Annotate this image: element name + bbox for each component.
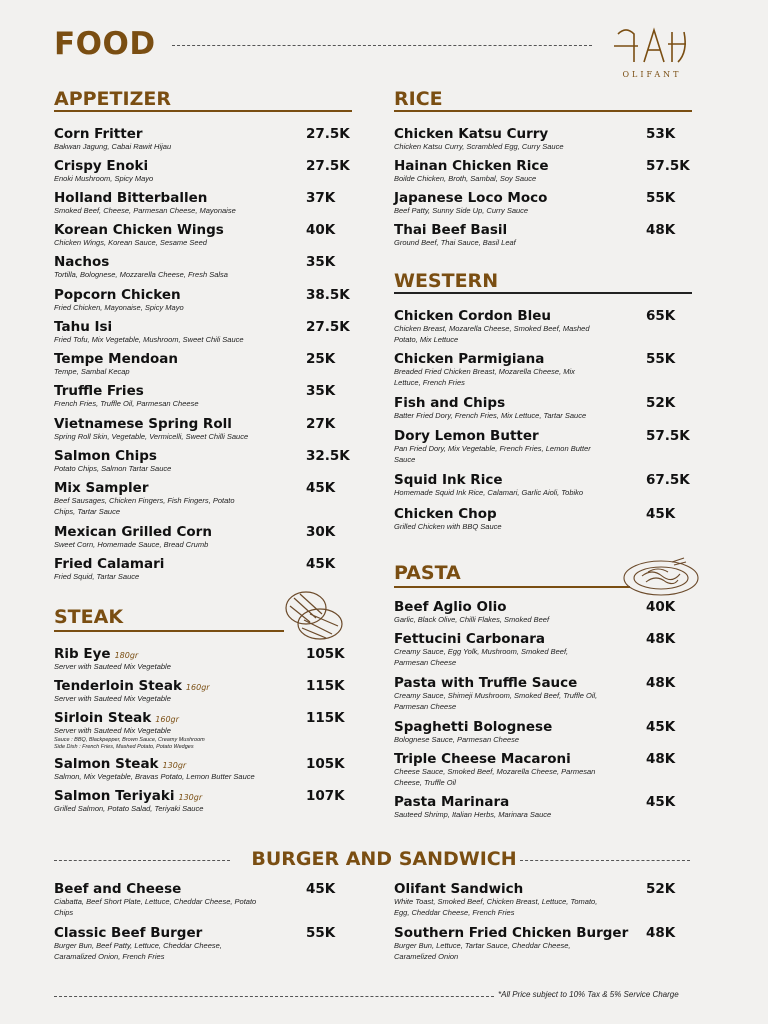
- menu-item-description: Burger Bun, Lettuce, Tartar Sauce, Cheddar Cheese,: [394, 941, 571, 950]
- menu-item-name-text: Nachos: [54, 254, 110, 270]
- menu-item-description: French Fries, Truffle Oil, Parmesan Cheese: [54, 399, 199, 408]
- menu-item-name: [394, 222, 642, 238]
- menu-item-weight: 130gr: [178, 793, 203, 802]
- menu-item-name: [394, 158, 642, 174]
- menu-item-price: 27.5K: [306, 319, 350, 335]
- menu-item-price: 45K: [646, 719, 676, 735]
- menu-item-price: 52K: [646, 395, 676, 411]
- menu-item-weight: 180gr: [114, 651, 139, 660]
- menu-item: [54, 126, 302, 153]
- menu-item-price: 52K: [646, 881, 676, 897]
- menu-item-name-text: Squid Ink Rice: [394, 472, 503, 488]
- menu-item-price: 27.5K: [306, 126, 350, 142]
- menu-item: [54, 319, 302, 346]
- menu-item-name-text: Triple Cheese Macaroni: [394, 751, 571, 767]
- menu-item-description: Garlic, Black Olive, Chilli Flakes, Smoked Beef: [394, 615, 550, 624]
- menu-item-description: Sauteed Shrimp, Italian Herbs, Marinara Sauce: [394, 810, 552, 819]
- menu-item-price: 35K: [306, 254, 336, 270]
- menu-item-price: 53K: [646, 126, 676, 142]
- appetizer-section-rule: [54, 110, 352, 112]
- menu-item-price: 57.5K: [646, 158, 690, 174]
- menu-item-description: Pan Fried Dory, Mix Vegetable, French Fries, Lemon Butter: [394, 444, 591, 453]
- menu-item-price: 38.5K: [306, 287, 350, 303]
- menu-item-description: Grilled Salmon, Potato Salad, Teriyaki Sauce: [54, 804, 204, 813]
- menu-item-name: [54, 556, 302, 572]
- price-footnote: *All Price subject to 10% Tax & 5% Service Charge: [498, 990, 679, 999]
- menu-item: [394, 631, 642, 668]
- menu-item-price: 40K: [646, 599, 676, 615]
- menu-item: [54, 881, 302, 918]
- menu-item-name-text: Vietnamese Spring Roll: [54, 416, 232, 432]
- menu-item-name-text: Tempe Mendoan: [54, 351, 179, 367]
- menu-item-name: [54, 383, 302, 399]
- menu-item: [394, 126, 642, 153]
- menu-item-name: [54, 881, 302, 897]
- menu-item-name: [394, 351, 642, 367]
- menu-item: [394, 794, 642, 821]
- menu-item-name-text: Chicken Parmigiana: [394, 351, 545, 367]
- menu-item-name: [394, 925, 642, 941]
- menu-item: [54, 925, 302, 962]
- menu-item: [54, 351, 302, 378]
- menu-item-name: [394, 395, 642, 411]
- menu-item-name: [54, 351, 302, 367]
- menu-item: [54, 678, 302, 705]
- menu-item-name: [54, 710, 302, 726]
- menu-item-name-text: Pasta Marinara: [394, 794, 510, 810]
- menu-item-name: [394, 599, 642, 615]
- pasta-section-title: PASTA: [394, 562, 461, 584]
- menu-item-price: 115K: [306, 710, 345, 726]
- menu-item-description: Beef Sausages, Chicken Fingers, Fish Fingers, Potato: [54, 496, 235, 505]
- menu-item: [54, 788, 302, 815]
- menu-item-description: Bolognese Sauce, Parmesan Cheese: [394, 735, 520, 744]
- menu-item-name: [394, 631, 642, 647]
- menu-item-description: Salmon, Mix Vegetable, Bravas Potato, Lemon Butter Sauce: [54, 772, 255, 781]
- rice-section-title: RICE: [394, 88, 443, 110]
- pasta-section-rule: [394, 586, 630, 588]
- menu-item-name: [394, 506, 642, 522]
- menu-item-description: Homemade Squid Ink Rice, Calamari, Garlic Aioli, Tobiko: [394, 488, 584, 497]
- menu-item-name-text: Mexican Grilled Corn: [54, 524, 212, 540]
- menu-item: [54, 158, 302, 185]
- header-divider: [172, 45, 592, 46]
- menu-item-description: Sweet Corn, Homemade Sauce, Bread Crumb: [54, 540, 209, 549]
- menu-item-name: [394, 428, 642, 444]
- menu-item-price: 48K: [646, 925, 676, 941]
- menu-item-note: Side Dish : French Fries, Mashed Potato, Potato Wedges: [54, 743, 194, 750]
- menu-item-name-text: Holland Bitterballen: [54, 190, 208, 206]
- western-section-title: WESTERN: [394, 270, 499, 292]
- menu-item-name: [54, 190, 302, 206]
- menu-item-name-text: Classic Beef Burger: [54, 925, 203, 941]
- menu-item: [394, 599, 642, 626]
- menu-item-name-text: Crispy Enoki: [54, 158, 149, 174]
- menu-item: [394, 428, 642, 465]
- menu-item-name-text: Olifant Sandwich: [394, 881, 524, 897]
- menu-item-description: Server with Sauteed Mix Vegetable: [54, 694, 171, 703]
- menu-item-price: 45K: [306, 556, 336, 572]
- menu-item-name: [54, 287, 302, 303]
- menu-item-price: 107K: [306, 788, 345, 804]
- menu-item-description-cont: Chips, Tartar Sauce: [54, 506, 121, 516]
- steak-section-rule: [54, 630, 284, 632]
- menu-item-name: [54, 222, 302, 238]
- menu-item-name-text: Beef Aglio Olio: [394, 599, 507, 615]
- western-section-rule: [394, 292, 692, 294]
- menu-item-price: 45K: [646, 794, 676, 810]
- menu-item-price: 105K: [306, 646, 345, 662]
- menu-item-description: Spring Roll Skin, Vegetable, Vermicelli, Sweet Chilli Sauce: [54, 432, 249, 441]
- menu-item-price: 45K: [646, 506, 676, 522]
- menu-item-description-cont: Lettuce, French Fries: [394, 377, 465, 387]
- menu-item-name-text: Beef and Cheese: [54, 881, 182, 897]
- menu-item-price: 30K: [306, 524, 336, 540]
- menu-item: [54, 480, 302, 517]
- menu-item-name-text: Pasta with Truffle Sauce: [394, 675, 578, 691]
- menu-item-price: 27K: [306, 416, 336, 432]
- menu-item-name-text: Korean Chicken Wings: [54, 222, 224, 238]
- menu-item-description-cont: Caramelized Onion: [394, 951, 459, 961]
- menu-item-name: [54, 524, 302, 540]
- menu-item-price: 57.5K: [646, 428, 690, 444]
- menu-item: [54, 287, 302, 314]
- burger-section-title: BURGER AND SANDWICH: [251, 848, 517, 870]
- menu-item-description: Chicken Katsu Curry, Scrambled Egg, Curry Sauce: [394, 142, 564, 151]
- menu-item-description: Ground Beef, Thai Sauce, Basil Leaf: [394, 238, 516, 247]
- menu-item-description-cont: Caramalized Onion, French Fries: [54, 951, 165, 961]
- menu-item: [54, 383, 302, 410]
- menu-item-description: Server with Sauteed Mix Vegetable: [54, 662, 171, 671]
- menu-item-description-cont: Cheese, Truffle Oil: [394, 777, 456, 787]
- menu-item-description: Creamy Sauce, Egg Yolk, Mushroom, Smoked Beef,: [394, 647, 569, 656]
- menu-item: [394, 472, 642, 499]
- menu-item-description: Burger Bun, Beef Patty, Lettuce, Cheddar Cheese,: [54, 941, 222, 950]
- menu-item-name-text: Japanese Loco Moco: [394, 190, 548, 206]
- menu-item: [394, 925, 642, 962]
- menu-item-name: [54, 158, 302, 174]
- menu-item-name: [394, 308, 642, 324]
- menu-item-description-cont: Parmesan Cheese: [394, 701, 457, 711]
- menu-item: [54, 710, 302, 751]
- rice-section-rule: [394, 110, 692, 112]
- menu-item-name-text: Spaghetti Bolognese: [394, 719, 553, 735]
- menu-item-name: [54, 788, 302, 804]
- menu-item-name-text: Truffle Fries: [54, 383, 144, 399]
- menu-item-name: [54, 925, 302, 941]
- menu-item-price: 55K: [646, 190, 676, 206]
- menu-item-description: Creamy Sauce, Shimeji Mushroom, Smoked Beef, Truffle Oil,: [394, 691, 598, 700]
- menu-item-description: Chicken Wings, Korean Sauce, Sesame Seed: [54, 238, 207, 247]
- menu-item-description: Ciabatta, Beef Short Plate, Lettuce, Cheddar Cheese, Potato: [54, 897, 257, 906]
- menu-item-name: [54, 254, 302, 270]
- burger-divider-left: [54, 860, 230, 861]
- burger-divider-right: [520, 860, 690, 861]
- menu-item-name-text: Popcorn Chicken: [54, 287, 181, 303]
- menu-item-description: Smoked Beef, Cheese, Parmesan Cheese, Mayonaise: [54, 206, 236, 215]
- menu-item-price: 48K: [646, 222, 676, 238]
- menu-item-name: [54, 678, 302, 694]
- menu-item-name: [54, 319, 302, 335]
- menu-item-description-cont: Potato, Mix Lettuce: [394, 334, 459, 344]
- menu-item-price: 67.5K: [646, 472, 690, 488]
- menu-item-description-cont: Parmesan Cheese: [394, 657, 457, 667]
- menu-item-description: Boilde Chicken, Broth, Sambal, Soy Sauce: [394, 174, 537, 183]
- menu-item-name: [54, 448, 302, 464]
- menu-item-name-text: Tenderloin Steak: [54, 678, 182, 694]
- menu-item-name-text: Rib Eye: [54, 646, 111, 662]
- menu-item-description: Server with Sauteed Mix Vegetable: [54, 726, 171, 735]
- footer-divider: [54, 996, 494, 997]
- menu-item-name-text: Sirloin Steak: [54, 710, 152, 726]
- menu-item-description: Fried Chicken, Mayonaise, Spicy Mayo: [54, 303, 184, 312]
- menu-item-price: 45K: [306, 480, 336, 496]
- menu-item-name-text: Fish and Chips: [394, 395, 506, 411]
- menu-item-price: 48K: [646, 675, 676, 691]
- menu-item-name: [54, 646, 302, 662]
- menu-item-name: [54, 756, 302, 772]
- menu-item-weight: 130gr: [162, 761, 187, 770]
- menu-item-price: 48K: [646, 751, 676, 767]
- menu-item: [54, 416, 302, 443]
- menu-item: [394, 158, 642, 185]
- menu-item-price: 37K: [306, 190, 336, 206]
- menu-item-description: Tortilla, Bolognese, Mozzarella Cheese, Fresh Salsa: [54, 270, 228, 279]
- menu-item-price: 105K: [306, 756, 345, 772]
- menu-item-description: Potato Chips, Salmon Tartar Sauce: [54, 464, 172, 473]
- menu-item-price: 55K: [646, 351, 676, 367]
- menu-item: [54, 190, 302, 217]
- menu-item-description: Batter Fried Dory, French Fries, Mix Lettuce, Tartar Sauce: [394, 411, 587, 420]
- menu-item-name-text: Fried Calamari: [54, 556, 165, 572]
- menu-item-description-cont: Sauce: [394, 454, 416, 464]
- menu-item-name-text: Chicken Katsu Curry: [394, 126, 549, 142]
- steak-section-title: STEAK: [54, 606, 124, 628]
- menu-item: [394, 395, 642, 422]
- menu-item-name-text: Thai Beef Basil: [394, 222, 508, 238]
- page-title: FOOD: [54, 26, 156, 62]
- menu-item-name: [394, 751, 642, 767]
- menu-item: [54, 556, 302, 583]
- menu-item-name-text: Fettucini Carbonara: [394, 631, 546, 647]
- menu-item: [394, 881, 642, 918]
- menu-item-price: 32.5K: [306, 448, 350, 464]
- menu-item-name-text: Mix Sampler: [54, 480, 149, 496]
- menu-item-name-text: Tahu Isi: [54, 319, 113, 335]
- menu-item-description-cont: Chips: [54, 907, 74, 917]
- menu-item: [54, 646, 302, 673]
- menu-item-name: [394, 190, 642, 206]
- menu-item: [54, 448, 302, 475]
- menu-item-description: Chicken Breast, Mozarella Cheese, Smoked Beef, Mashed: [394, 324, 590, 333]
- menu-item-name: [54, 126, 302, 142]
- menu-item-name: [394, 472, 642, 488]
- menu-item-price: 55K: [306, 925, 336, 941]
- menu-item: [54, 254, 302, 281]
- menu-item-name-text: Hainan Chicken Rice: [394, 158, 549, 174]
- menu-item-price: 35K: [306, 383, 336, 399]
- menu-item-weight: 160gr: [185, 683, 210, 692]
- menu-item-name: [394, 126, 642, 142]
- menu-item-name-text: Salmon Chips: [54, 448, 157, 464]
- menu-item-name: [394, 881, 642, 897]
- menu-item-name: [394, 794, 642, 810]
- menu-item-price: 27.5K: [306, 158, 350, 174]
- menu-item: [394, 308, 642, 345]
- menu-item-description: Tempe, Sambal Kecap: [54, 367, 130, 376]
- pasta-plate-illustration-icon: [622, 556, 700, 598]
- menu-item-name-text: Chicken Chop: [394, 506, 497, 522]
- menu-item-description: Cheese Sauce, Smoked Beef, Mozarella Cheese, Parmesan: [394, 767, 596, 776]
- menu-item: [394, 751, 642, 788]
- menu-item: [394, 719, 642, 746]
- menu-item-name-text: Southern Fried Chicken Burger: [394, 925, 629, 941]
- menu-item: [394, 190, 642, 217]
- menu-item: [394, 675, 642, 712]
- menu-item-description: Enoki Mushroom, Spicy Mayo: [54, 174, 154, 183]
- menu-item-description: Bakwan Jagung, Cabai Rawit Hijau: [54, 142, 172, 151]
- menu-item-name-text: Chicken Cordon Bleu: [394, 308, 552, 324]
- menu-item-name: [54, 480, 302, 496]
- menu-item-description: White Toast, Smoked Beef, Chicken Breast, Lettuce, Tomato,: [394, 897, 598, 906]
- menu-item-description-cont: Egg, Cheddar Cheese, French Fries: [394, 907, 515, 917]
- menu-item-description: Grilled Chicken with BBQ Sauce: [394, 522, 502, 531]
- menu-item: [394, 222, 642, 249]
- menu-item-weight: 160gr: [155, 715, 179, 724]
- menu-item-name: [394, 719, 642, 735]
- menu-item-name-text: Salmon Teriyaki: [54, 788, 175, 804]
- menu-item-description: Fried Squid, Tartar Sauce: [54, 572, 140, 581]
- menu-item-description: Breaded Fried Chicken Breast, Mozarella Cheese, Mix: [394, 367, 575, 376]
- menu-item: [54, 222, 302, 249]
- menu-item-name-text: Salmon Steak: [54, 756, 159, 772]
- menu-item-name-text: Dory Lemon Butter: [394, 428, 539, 444]
- menu-item: [54, 524, 302, 551]
- appetizer-section-title: APPETIZER: [54, 88, 171, 110]
- menu-item-price: 115K: [306, 678, 345, 694]
- menu-item: [394, 506, 642, 533]
- menu-item: [54, 756, 302, 783]
- menu-item-price: 48K: [646, 631, 676, 647]
- menu-item-price: 40K: [306, 222, 336, 238]
- steak-illustration-icon: [282, 588, 346, 644]
- menu-item-name-text: Corn Fritter: [54, 126, 143, 142]
- menu-item: [394, 351, 642, 388]
- menu-item-price: 45K: [306, 881, 336, 897]
- logo-wordmark: OLIFANT: [622, 70, 682, 79]
- menu-item-note: Sauce : BBQ, Blackpepper, Brown Sauce, Creamy Mushroom: [54, 736, 205, 743]
- menu-item-name: [394, 675, 642, 691]
- menu-item-description: Fried Tofu, Mix Vegetable, Mushroom, Sweet Chili Sauce: [54, 335, 244, 344]
- menu-item-description: Beef Patty, Sunny Side Up, Curry Sauce: [394, 206, 529, 215]
- menu-item-price: 65K: [646, 308, 676, 324]
- menu-item-price: 25K: [306, 351, 336, 367]
- menu-item-name: [54, 416, 302, 432]
